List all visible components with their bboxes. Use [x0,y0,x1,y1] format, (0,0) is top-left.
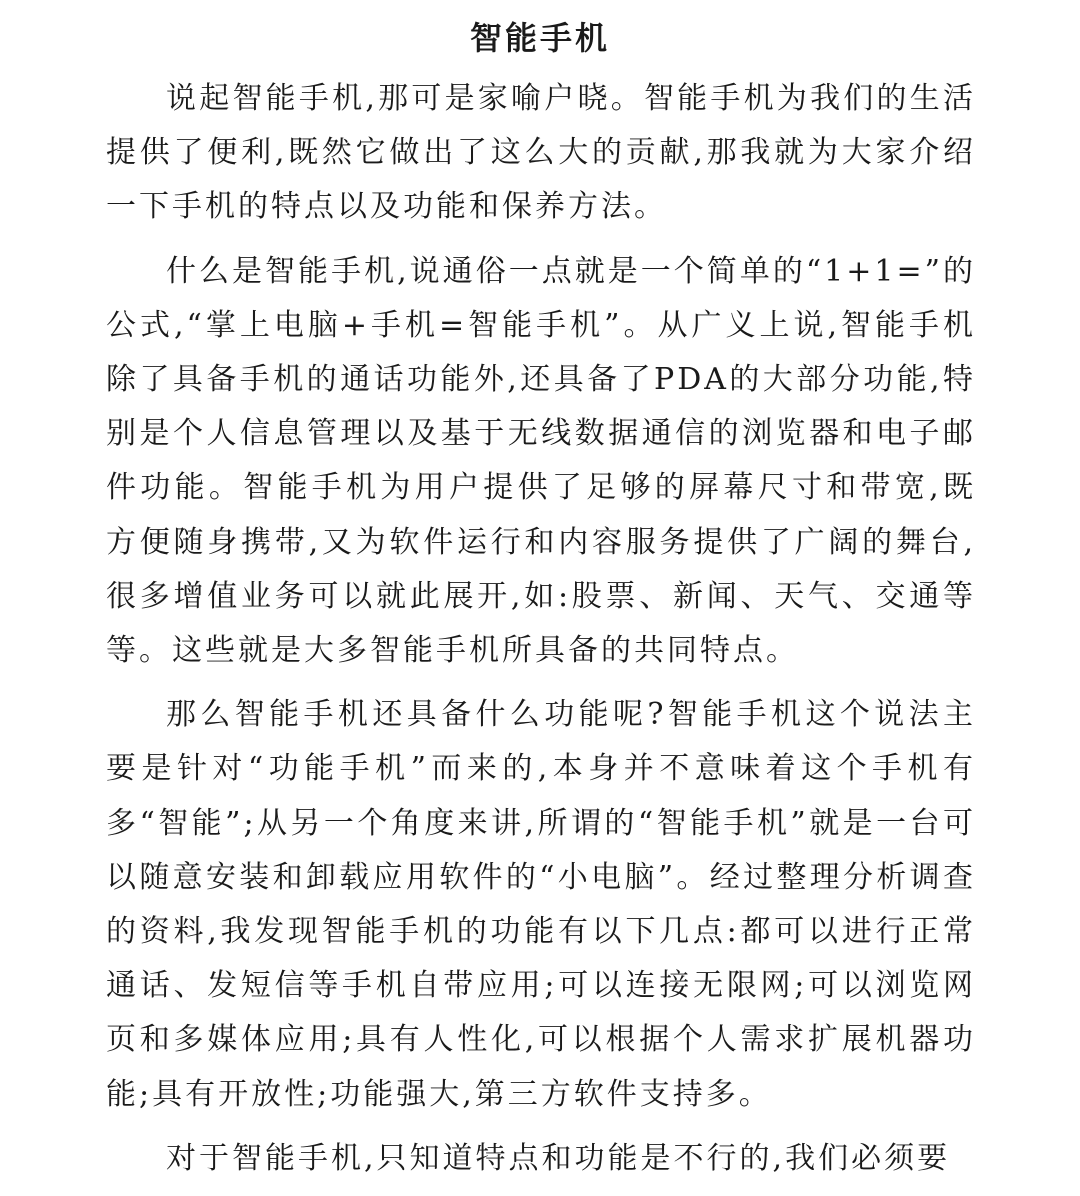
paragraph-maintenance: 对于智能手机,只知道特点和功能是不行的,我们必须要 [166,1140,951,1176]
article-body [106,72,976,1186]
paragraph-functions: 那么智能手机还具备什么功能呢?智能手机这个说法主要是针对“功能手机”而来的,本身并不意味着这个手机有多“智能”;从另一个角度来讲,所谓的“智能手机”就是一台可以随意安装和卸载应用软件的“小电脑”。经过整理分析调查的资料,我发现智能手机的功能有以下几点:都可以进行正常通话、发短信等手机自带应用;可以连接无限网;可以浏览网页和多媒体应用;具有人性化,可以根据个人需求扩展机器功能;具有开放性;功能强大,第三方软件支持多。 [106,697,976,1112]
document-title: 智能手机 [469,19,610,57]
paragraph-definition: 什么是智能手机,说通俗一点就是一个简单的“1+1=”的公式,“掌上电脑+手机=智能手机”。从广义上说,智能手机除了具备手机的通话功能外,还具备了PDA的大部分功能,特别是个人信息管理以及基于无线数据通信的浏览器和电子邮件功能。智能手机为用户提供了足够的屏幕尺寸和带宽,既方便随身携带,又为软件运行和内容服务提供了广阔的舞台,很多增值业务可以就此展开,如:股票、新闻、天气、交通等等。这些就是大多智能手机所具备的共同特点。 [106,253,976,669]
paragraph-intro: 说起智能手机,那可是家喻户晓。智能手机为我们的生活提供了便利,既然它做出了这么大的贡献,那我就为大家介绍一下手机的特点以及功能和保养方法。 [106,81,976,225]
